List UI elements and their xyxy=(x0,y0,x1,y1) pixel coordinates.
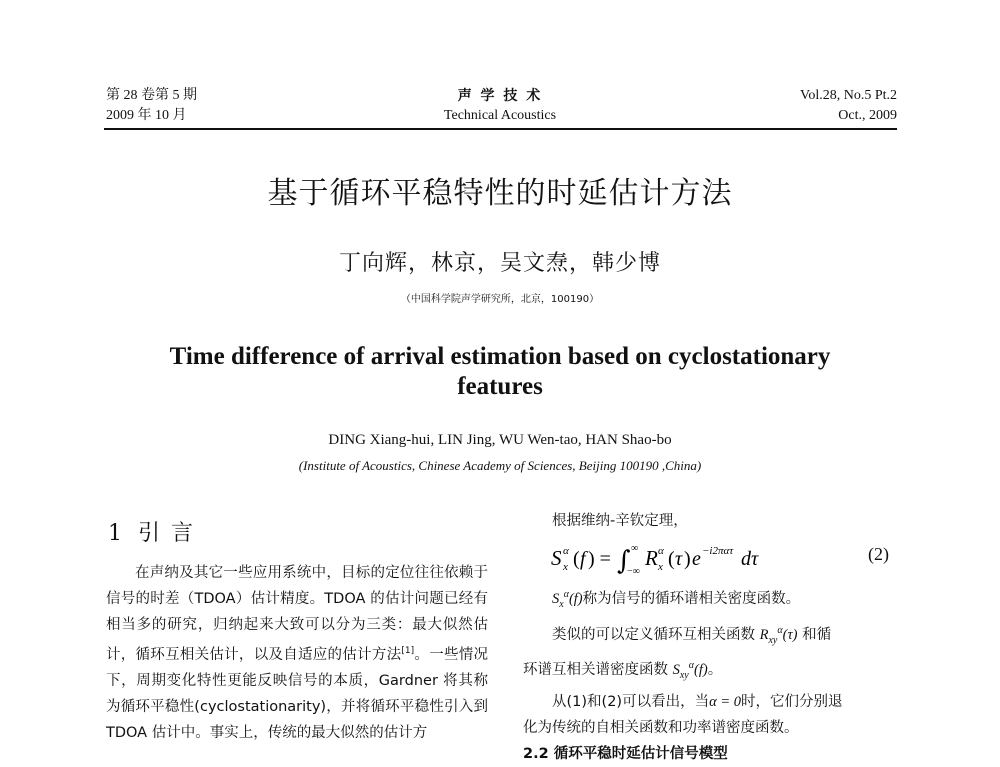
svg-text:−i2πατ: −i2πατ xyxy=(702,545,734,557)
math-sxy-f: $S_{xy}^\alpha(f)$ xyxy=(672,660,708,682)
svg-text:dτ: dτ xyxy=(741,548,759,570)
svg-text:f: f xyxy=(580,548,586,570)
scd-definition-text: 称为信号的循环谱相关密度函数。 xyxy=(582,590,801,607)
degenerate-line xyxy=(523,689,895,715)
left-column-text xyxy=(106,560,488,746)
svg-text:) =: ) = xyxy=(588,548,611,570)
journal-volume-en xyxy=(800,86,897,126)
paper-title-en xyxy=(120,342,880,402)
paper-title-cn: 基于循环平稳特性的时延估计方法 xyxy=(267,176,733,211)
section-title: 引 言 xyxy=(138,521,195,546)
svg-text:): ) xyxy=(684,548,691,570)
journal-name-en: Technical Acoustics xyxy=(443,108,557,123)
svg-text:α: α xyxy=(563,545,569,557)
cross-correlation-line xyxy=(523,618,895,654)
math-rxy-tau: $R_{xy}^\alpha(\tau)$ xyxy=(759,624,798,646)
wiener-khinchin-line: 根据维纳-辛钦定理， xyxy=(552,513,688,529)
svg-text:R: R xyxy=(645,546,658,570)
intro-text-part2: 。一些情况下，周期变化特性更能反映信号的本质，Gardner 将其称为循环平稳性(cyclostationarity)，并将循环平稳性引入到 TDOA 估计中。事实上，传统的最大似然的估计方 xyxy=(106,646,489,741)
equation-2 xyxy=(551,540,895,574)
svg-text:α: α xyxy=(658,545,664,557)
citation-ref: [1] xyxy=(401,646,415,656)
svg-text:∫: ∫ xyxy=(617,546,631,576)
authors-cn: 丁向辉，林京，吴文焘，韩少博 xyxy=(338,251,661,276)
intro-paragraph xyxy=(106,560,488,746)
issue-date-en: Oct., 2009 xyxy=(838,108,897,123)
equation-number: (2) xyxy=(868,544,889,564)
issue-date-cn: 2009 年 10 月 xyxy=(106,108,187,123)
svg-text:x: x xyxy=(563,561,568,573)
svg-text:−∞: −∞ xyxy=(627,566,640,576)
svg-text:x: x xyxy=(658,561,663,573)
header-rule xyxy=(104,128,897,130)
math-alpha-zero: α = 0 xyxy=(709,694,741,711)
cross-corr-mid: 和循 xyxy=(802,626,832,643)
cross-spectrum-line xyxy=(523,653,895,689)
svg-text:τ: τ xyxy=(675,548,683,570)
affiliation-cn: （中国科学院声学研究所，北京，100190） xyxy=(400,294,600,305)
authors-en: DING Xiang-hui, LIN Jing, WU Wen-tao, HAN Shao-bo xyxy=(328,432,672,448)
section-heading xyxy=(108,516,195,547)
journal-volume-issue xyxy=(106,86,197,126)
paper-title-en-line2: features xyxy=(457,373,543,400)
svg-text:(: ( xyxy=(573,548,580,570)
volume-issue-en: Vol.28, No.5 Pt.2 xyxy=(800,88,897,103)
svg-text:(: ( xyxy=(668,548,675,570)
journal-name-cn: 声 学 技 术 xyxy=(457,88,543,104)
paper-title-en-line1: Time difference of arrival estimation based on cyclostationary xyxy=(169,343,831,370)
affiliation-en: (Institute of Acoustics, Chinese Academy of Sciences, Beijing 100190 ,China) xyxy=(298,458,702,473)
svg-text:e: e xyxy=(692,548,701,570)
svg-text:S: S xyxy=(551,546,562,570)
cross-spectrum-text: 环谱互相关谱密度函数 xyxy=(523,662,668,679)
math-sxa-f: $S_x^\alpha(f)$ xyxy=(552,589,583,610)
section-number: 1 xyxy=(108,521,124,546)
degenerate-mid: 时，它们分别退 xyxy=(740,694,843,711)
svg-text:∞: ∞ xyxy=(631,543,639,554)
degenerate-text: 从(1)和(2)可以看出，当 xyxy=(552,694,710,711)
intro-text-part1: 在声纳及其它一些应用系统中，目标的定位往往依赖于信号的时差（TDOA）估计精度。TDOA 的估计问题已经有相当多的研究，归纳起来大致可以分为三类：最大似然估计，循环互相关估计，以及自适应的估计方法 xyxy=(106,565,488,663)
subsection-heading: 2.2 循环平稳时延估计信号模型 xyxy=(523,746,728,763)
volume-issue-text: 第 28 卷第 5 期 xyxy=(106,88,197,103)
cross-corr-text: 类似的可以定义循环互相关函数 xyxy=(552,626,755,643)
equation-2-formula xyxy=(551,540,811,576)
journal-name xyxy=(400,86,600,126)
cross-spectrum-end: 。 xyxy=(707,662,723,679)
degenerate-line2: 化为传统的自相关函数和功率谱密度函数。 xyxy=(523,720,799,737)
scd-definition-line xyxy=(523,582,895,618)
